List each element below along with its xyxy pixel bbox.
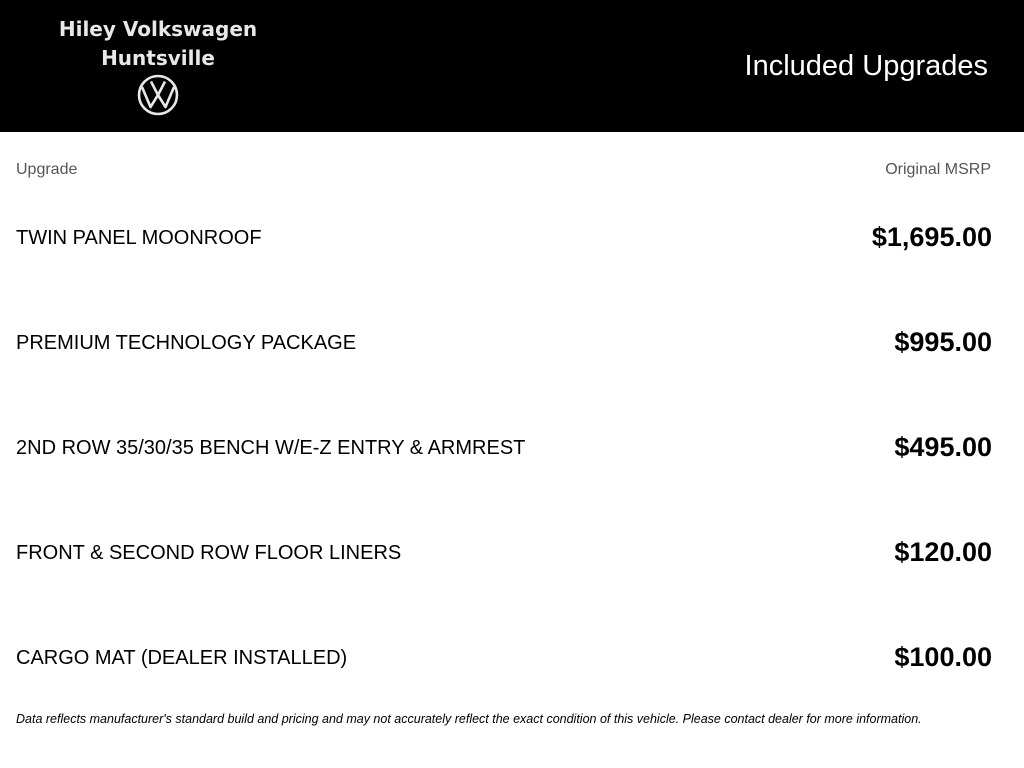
upgrade-name: CARGO MAT (DEALER INSTALLED) <box>16 647 348 669</box>
dealer-name <box>58 15 258 73</box>
upgrade-price: $995.00 <box>894 327 992 357</box>
upgrade-name: PREMIUM TECHNOLOGY PACKAGE <box>16 332 357 354</box>
column-header-msrp: Original MSRP <box>885 161 991 178</box>
table-row <box>16 428 992 468</box>
column-header-upgrade: Upgrade <box>16 161 78 178</box>
disclaimer-text: Data reflects manufacturer's standard build and pricing and may not accurately reflect the exact condition of this vehicle. Please contact dealer for more information. <box>16 712 922 726</box>
upgrade-price: $120.00 <box>894 537 992 567</box>
upgrade-name: TWIN PANEL MOONROOF <box>16 227 262 249</box>
upgrade-price: $100.00 <box>894 642 992 672</box>
table-row <box>16 533 992 573</box>
upgrade-name: 2ND ROW 35/30/35 BENCH W/E-Z ENTRY & ARMREST <box>16 437 526 459</box>
upgrade-price: $495.00 <box>894 432 992 462</box>
upgrade-name: FRONT & SECOND ROW FLOOR LINERS <box>16 542 402 564</box>
table-row <box>16 638 992 678</box>
header-banner <box>0 0 1024 132</box>
dealer-name-line1: Hiley Volkswagen <box>58 17 258 41</box>
dealer-name-line2: Huntsville <box>101 46 215 70</box>
page-title: Included Upgrades <box>744 50 988 82</box>
table-row <box>16 218 992 258</box>
vw-logo-icon <box>137 74 179 116</box>
table-row <box>16 323 992 363</box>
upgrade-price: $1,695.00 <box>871 222 992 252</box>
